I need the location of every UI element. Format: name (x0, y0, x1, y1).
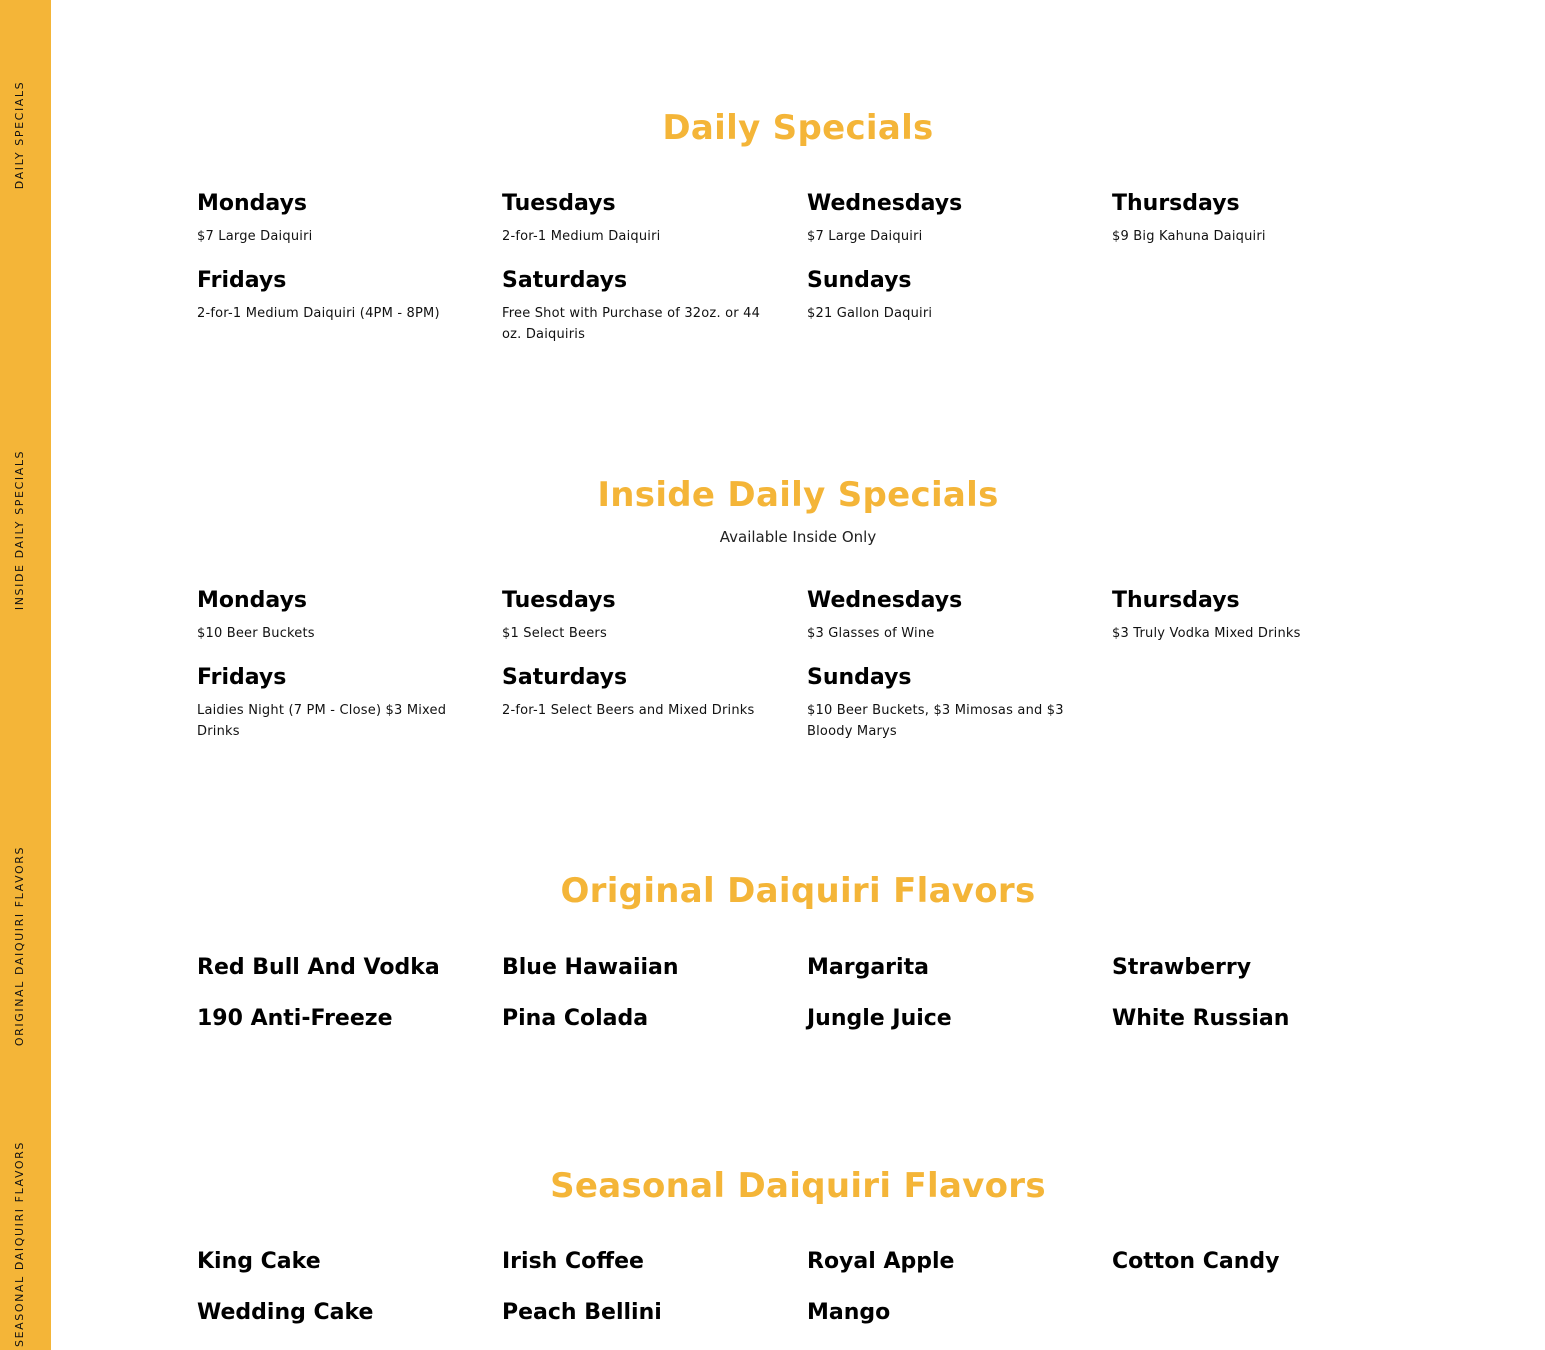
special-day: Wednesdays (807, 191, 963, 216)
special-card (807, 190, 1077, 247)
nav-link-seasonal-daiquiri-flavors[interactable]: SEASONAL DAIQUIRI FLAVORS (13, 1140, 26, 1348)
special-day: Tuesdays (502, 588, 616, 613)
flavor-item: Royal Apple (807, 1249, 955, 1274)
flavor-item: Margarita (807, 955, 929, 980)
flavor-item: Wedding Cake (197, 1300, 374, 1325)
special-card (502, 267, 772, 345)
daily-specials-title: Daily Specials (662, 108, 934, 148)
flavor-item: Irish Coffee (502, 1249, 644, 1274)
flavor-item: Strawberry (1112, 955, 1252, 980)
nav-link-original-daiquiri-flavors[interactable]: ORIGINAL DAIQUIRI FLAVORS (13, 845, 26, 1047)
special-day: Tuesdays (502, 191, 616, 216)
seasonal-flavors-title: Seasonal Daiquiri Flavors (550, 1166, 1046, 1206)
special-card (1112, 190, 1382, 247)
special-description: $7 Large Daiquiri (197, 229, 313, 244)
special-day: Sundays (807, 665, 912, 690)
nav-link-daily-specials[interactable]: DAILY SPECIALS (13, 80, 26, 190)
special-description: 2-for-1 Medium Daiquiri (4PM - 8PM) (197, 306, 440, 321)
nav-link-inside-daily-specials[interactable]: INSIDE DAILY SPECIALS (13, 449, 26, 611)
special-card (197, 664, 467, 742)
flavor-item: Red Bull And Vodka (197, 955, 440, 980)
original-flavors-title: Original Daiquiri Flavors (560, 871, 1036, 911)
special-card (197, 587, 467, 644)
special-day: Fridays (197, 268, 287, 293)
special-day: Fridays (197, 665, 287, 690)
special-description: $10 Beer Buckets, $3 Mimosas and $3 Bloody Marys (807, 703, 1064, 739)
special-day: Thursdays (1112, 588, 1240, 613)
special-day: Saturdays (502, 268, 628, 293)
special-day: Saturdays (502, 665, 628, 690)
special-card (502, 664, 772, 721)
flavor-item: White Russian (1112, 1006, 1290, 1031)
flavor-item: Pina Colada (502, 1006, 649, 1031)
special-card (807, 664, 1077, 742)
special-card (502, 190, 772, 247)
inside-specials-title: Inside Daily Specials (597, 475, 999, 515)
special-description: $21 Gallon Daquiri (807, 306, 933, 321)
special-description: $3 Glasses of Wine (807, 626, 935, 641)
section-nav-sidebar (0, 0, 51, 1350)
special-day: Thursdays (1112, 191, 1240, 216)
flavor-item: Mango (807, 1300, 891, 1325)
special-description: 2-for-1 Medium Daiquiri (502, 229, 661, 244)
special-card (502, 587, 772, 644)
flavor-item: Blue Hawaiian (502, 955, 679, 980)
special-day: Mondays (197, 191, 308, 216)
special-description: 2-for-1 Select Beers and Mixed Drinks (502, 703, 755, 718)
flavor-item: 190 Anti-Freeze (197, 1006, 393, 1031)
flavor-item: Peach Bellini (502, 1300, 662, 1325)
flavor-item: King Cake (197, 1249, 321, 1274)
special-card (807, 267, 1077, 324)
special-description: $1 Select Beers (502, 626, 607, 641)
special-day: Sundays (807, 268, 912, 293)
flavor-item: Cotton Candy (1112, 1249, 1280, 1274)
special-card (807, 587, 1077, 644)
menu-content (51, 0, 1545, 1350)
special-day: Wednesdays (807, 588, 963, 613)
special-description: $10 Beer Buckets (197, 626, 315, 641)
special-day: Mondays (197, 588, 308, 613)
inside-specials-subtitle: Available Inside Only (719, 528, 877, 546)
special-card (197, 267, 467, 324)
special-description: $3 Truly Vodka Mixed Drinks (1112, 626, 1301, 641)
special-description: $9 Big Kahuna Daiquiri (1112, 229, 1266, 244)
special-description: $7 Large Daiquiri (807, 229, 923, 244)
special-description: Laidies Night (7 PM - Close) $3 Mixed Drinks (197, 703, 447, 739)
special-card (197, 190, 467, 247)
flavor-item: Jungle Juice (807, 1006, 952, 1031)
special-card (1112, 587, 1382, 644)
special-description: Free Shot with Purchase of 32oz. or 44 oz. Daiquiris (502, 306, 761, 342)
